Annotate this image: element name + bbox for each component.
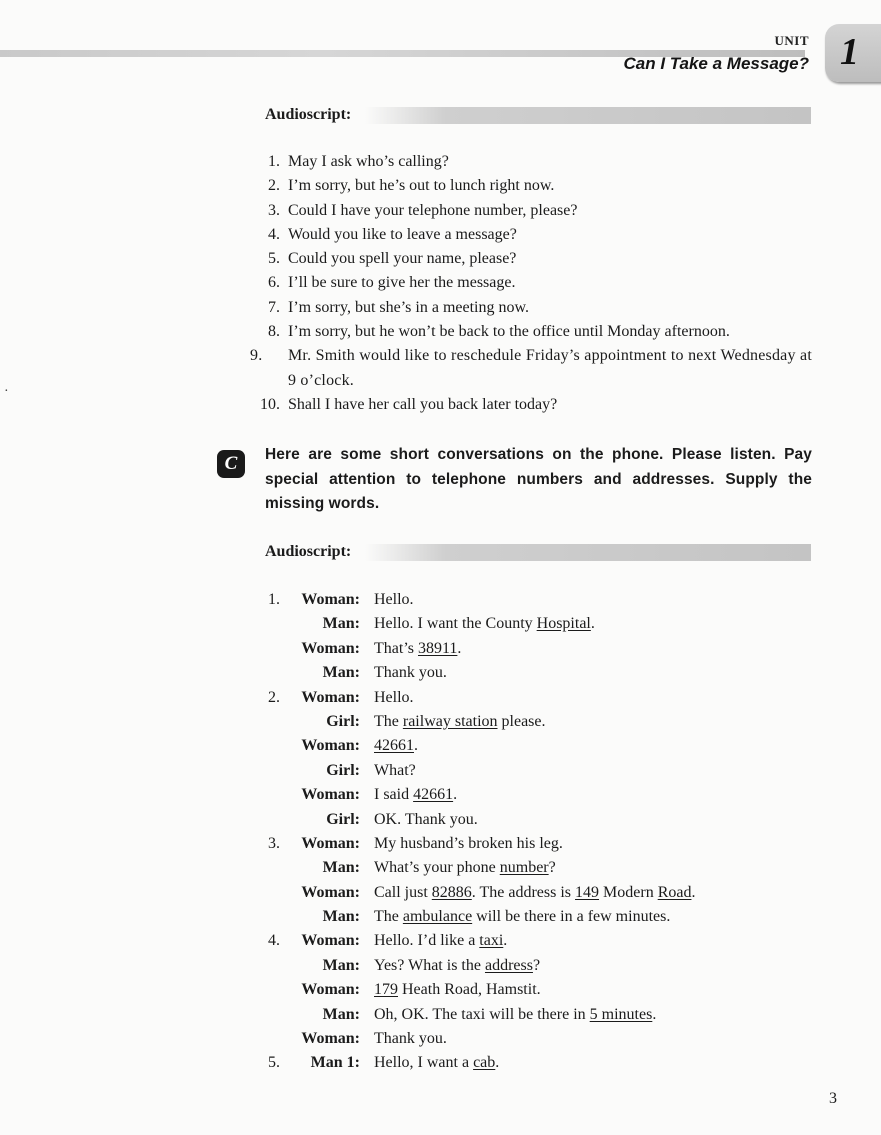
line-text: That’s [374,639,418,657]
dialogue-line [374,637,461,661]
item-text: I’m sorry, but she’s in a meeting now. [288,298,529,316]
item-number: 10. [260,395,280,413]
section-c-instruction: Here are some short conversations on the phone. Please listen. Pay special attention to telephone numbers and addresses. Supply the missing words. [265,446,812,512]
line-text: Heath Road, Hamstit. [398,981,541,999]
line-text: What’s your phone [374,859,500,877]
item-text: Could you spell your name, please? [288,250,517,268]
dialogue-line [374,1051,499,1075]
dialogue-turn [250,710,812,734]
speaker-label: Woman: [301,737,360,755]
speaker-label: Man: [322,1005,360,1023]
line-text: . [652,1005,657,1023]
heading-bar [365,544,811,561]
item-text: I’m sorry, but he’s out to lunch right now. [288,177,555,195]
speaker-label: Girl: [326,761,360,779]
audioscript-list [250,150,812,417]
speaker-label: Woman: [301,1030,360,1048]
item-number: 8. [268,323,280,341]
filled-blank: railway station [402,712,498,730]
audioscript-heading-b [265,104,811,126]
filled-blank: ambulance [402,908,473,926]
line-text: Hello. I want the County [374,615,537,633]
line-text: Hello. [374,688,414,706]
dialogue-number: 3. [268,834,280,852]
section-c-badge: C [217,450,245,478]
speaker-label: Woman: [301,786,360,804]
dialogue-number: 4. [268,932,280,950]
filled-blank: cab [473,1054,496,1072]
dialogue-line [374,856,556,880]
item-text: Shall I have her call you back later today? [288,395,558,413]
line-text: Modern [599,883,658,901]
list-item [250,296,812,320]
line-text: . [590,615,595,633]
audioscript-heading-text: Audioscript: [265,543,352,560]
dialogue-line [374,881,695,905]
dialogue-turn [250,978,812,1002]
line-text: Hello. I’d like a [374,932,480,950]
dialogue-turn [250,832,812,856]
item-text: Could I have your telephone number, please? [288,201,578,219]
filled-blank: 5 minutes [589,1005,653,1023]
dialogue-turn [250,1027,812,1051]
line-text: Hello. [374,591,414,608]
unit-label: UNIT [774,33,809,48]
speaker-label: Woman: [301,834,360,852]
list-item [250,199,812,223]
line-text: please. [497,712,546,730]
item-number: 1. [268,153,280,170]
dialogue-number: 2. [268,688,280,706]
dialogue-line [374,612,595,636]
dialogue-turn [250,637,812,661]
dialogue-line [374,783,457,807]
item-number: 5. [268,250,280,268]
item-text: I’m sorry, but he won’t be back to the office until Monday afternoon. [288,323,730,341]
dialogue-turn [250,612,812,636]
list-item [250,344,812,393]
dialogue-turn [250,686,812,710]
dialogue-line [374,686,414,710]
dialogue-line [374,978,541,1002]
dialogue-turn [250,856,812,880]
dialogue-turn [250,1003,812,1027]
item-number: 2. [268,177,280,195]
line-text: Oh, OK. The taxi will be there in [374,1005,590,1023]
dialogue-list [250,588,812,1076]
stray-mark: · [4,384,9,399]
line-text: . [503,932,508,950]
list-item [250,223,812,247]
dialogue-line [374,1003,656,1027]
line-text: Thank you. [374,664,447,682]
line-text: Thank you. [374,1030,447,1048]
list-item [250,174,812,198]
page-number: 3 [829,1090,837,1107]
speaker-label: Woman: [301,639,360,657]
speaker-label: Man 1: [310,1054,360,1072]
list-item [250,150,812,174]
speaker-label: Woman: [301,591,360,608]
list-item [250,247,812,271]
line-text: . [414,737,418,755]
item-text: Would you like to leave a message? [288,225,517,243]
dialogue-line [374,759,416,783]
list-item [250,320,812,344]
audioscript-heading-text: Audioscript: [265,106,352,123]
dialogue-line [374,734,418,758]
filled-blank: 38911 [418,639,458,657]
dialogue-line [374,929,507,953]
line-text: ? [532,956,541,974]
line-text: . [453,786,458,804]
item-number: 7. [268,298,280,316]
unit-number: 1 [840,31,859,73]
line-text: . [691,883,696,901]
filled-blank: taxi [479,932,504,950]
speaker-label: Man: [322,956,360,974]
line-text: I said [374,786,414,804]
line-text: Yes? What is the [374,956,485,974]
line-text: What? [374,761,416,779]
line-text: The [374,712,403,730]
dialogue-turn [250,734,812,758]
filled-blank: number [499,859,549,877]
line-text: OK. Thank you. [374,810,478,828]
item-number: 4. [268,225,280,243]
dialogue-turn [250,881,812,905]
speaker-label: Woman: [301,883,360,901]
item-number: 6. [268,274,280,292]
dialogue-turn [250,929,812,953]
filled-blank: 82886 [431,883,472,901]
speaker-label: Man: [322,664,360,682]
dialogue-line [374,710,546,734]
filled-blank: 42661 [374,737,414,755]
dialogue-line [374,832,563,856]
unit-title: Can I Take a Message? [623,54,809,73]
line-text: will be there in a few minutes. [472,908,671,926]
dialogue-turn [250,808,812,832]
filled-blank: 42661 [413,786,454,804]
dialogue-turn [250,905,812,929]
line-text: The [374,908,403,926]
dialogue-line [374,905,670,929]
dialogue-turn [250,661,812,685]
speaker-label: Man: [322,908,360,926]
item-number: 9. [250,347,263,365]
list-item [250,271,812,295]
dialogue-line [374,1027,447,1051]
speaker-label: Girl: [326,810,360,828]
dialogue-line [374,954,540,978]
filled-blank: Road [657,883,692,901]
dialogue-line [374,661,447,685]
item-text: I’ll be sure to give her the message. [288,274,516,292]
item-text: Mr. Smith would like to reschedule Friday’s appointment to next Wednesday at 9 o’clock. [288,347,812,389]
dialogue-number: 1. [268,591,280,608]
dialogue-line [374,588,414,612]
line-text: . The address is [471,883,576,901]
filled-blank: Hospital [536,615,591,633]
line-text: Hello, I want a [374,1054,474,1072]
dialogue-turn [250,954,812,978]
dialogue-turn [250,759,812,783]
dialogue-number: 5. [268,1054,280,1072]
filled-blank: 149 [575,883,600,901]
audioscript-heading-c [265,541,811,563]
item-number: 3. [268,201,280,219]
dialogue-turn [250,588,812,612]
filled-blank: 179 [374,981,398,999]
speaker-label: Woman: [301,688,360,706]
line-text: My husband’s broken his leg. [374,834,563,852]
line-text: . [495,1054,500,1072]
line-text: . [457,639,462,657]
list-item [250,393,812,417]
dialogue-turn [250,783,812,807]
filled-blank: address [484,956,533,974]
dialogue-turn [250,1051,812,1075]
speaker-label: Woman: [301,932,360,950]
speaker-label: Girl: [326,712,360,730]
item-text: May I ask who’s calling? [288,153,449,170]
speaker-label: Man: [322,859,360,877]
speaker-label: Man: [322,615,360,633]
speaker-label: Woman: [301,981,360,999]
heading-bar [365,107,811,124]
line-text: ? [548,859,556,877]
dialogue-line [374,808,478,832]
line-text: Call just [374,883,432,901]
